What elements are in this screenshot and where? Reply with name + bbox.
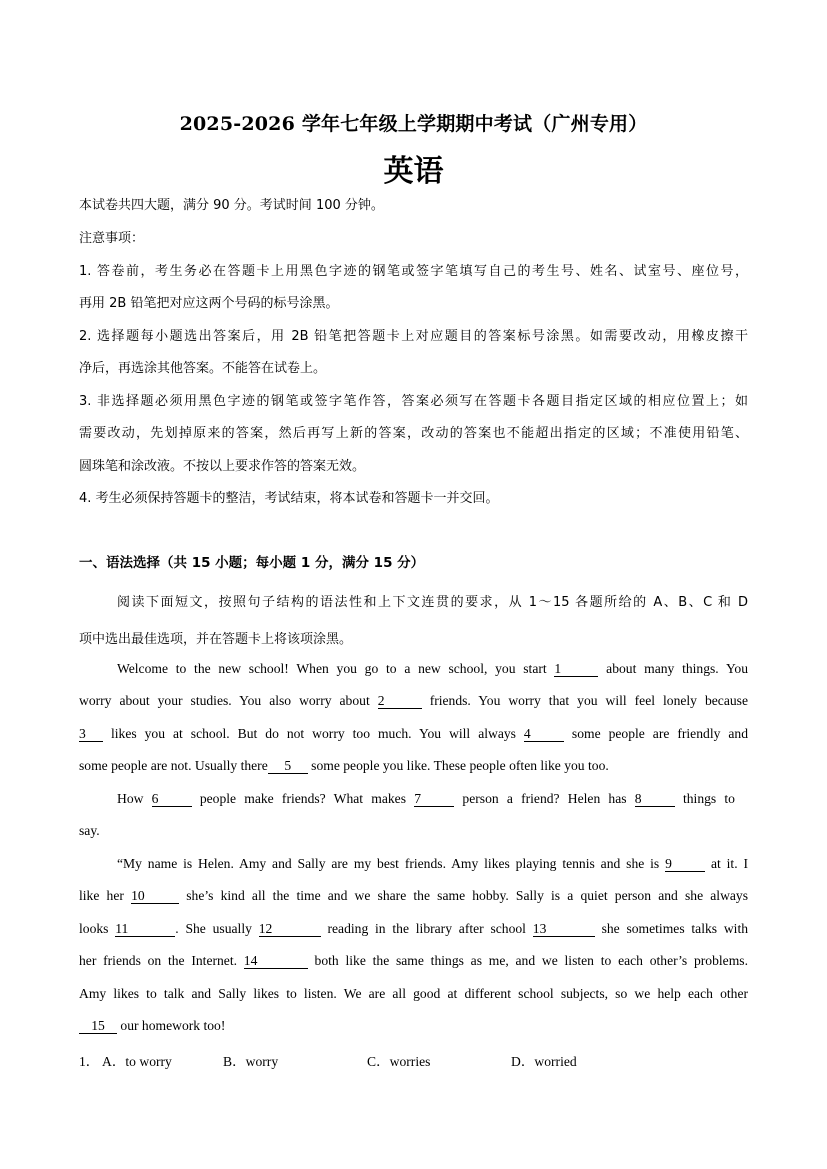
passage-line: some people are not. Usually there 5 some people you like. These people often like you too. [79,758,609,773]
blank-11: 11 [115,921,175,937]
passage-line: say. [79,823,100,838]
option-c[interactable]: C．worries [367,1054,431,1069]
note-3-line-2: 需要改动，先划掉原来的答案，然后再写上新的答案，改动的答案也不能超出指定的区域；不准使用铅笔、 [79,426,748,441]
instructions-line-2: 项中选出最佳选项，并在答题卡上将该项涂黑。 [79,632,353,647]
blank-5: 5 [268,758,308,774]
blank-9: 9 [665,856,705,872]
note-3-line-1: 3. 非选择题必须用黑色字迹的钢笔或签字笔作答，答案必须写在答题卡各题目指定区域的相应位置上；如 [79,394,748,409]
blank-1: 1 [554,661,598,677]
passage-line: 3 likes you at school. But do not worry too much. You will always 4 some people are friendly and [79,726,748,741]
note-2-line-1: 2. 选择题每小题选出答案后，用 2B 铅笔把答题卡上对应题目的答案标号涂黑。如需要改动，用橡皮擦干 [79,329,748,344]
passage-line: her friends on the Internet. 14 both like the same things as me, and we listen to each other’s problems. [79,953,748,968]
passage-line: like her 10 she’s kind all the time and we share the same hobby. Sally is a quiet person and she always [79,888,749,903]
passage-line: looks 11 . She usually 12 reading in the library after school 13 she sometimes talks with [79,921,749,936]
section-heading: 一、语法选择（共 15 小题；每小题 1 分，满分 15 分） [79,555,425,571]
option-b[interactable]: B．worry [223,1054,279,1069]
blank-3: 3 [79,726,103,742]
blank-13: 13 [533,921,595,937]
blank-2: 2 [378,693,422,709]
blank-12: 12 [259,921,321,937]
blank-14: 14 [244,953,308,969]
exam-title: 2025-2026 学年七年级上学期期中考试（广州专用） [179,113,648,135]
note-1-line-2: 再用 2B 铅笔把对应这两个号码的标号涂黑。 [79,296,339,311]
passage-line: 15 our homework too! [79,1018,748,1034]
note-1-line-1: 1. 答卷前，考生务必在答题卡上用黑色字迹的钢笔或签字笔填写自己的考生号、姓名、试室号、座位号， [79,264,748,279]
passage-line: How 6 people make friends? What makes 7 person a friend? Helen has 8 things to [117,791,735,806]
question-1-number: 1． [79,1054,100,1069]
blank-7: 7 [414,791,454,807]
option-a[interactable]: A．to worry [102,1054,172,1069]
instructions-line-1: 阅读下面短文，按照句子结构的语法性和上下文连贯的要求，从 1～15 各题所给的 A、B、C 和 D [117,595,748,610]
passage-line: Welcome to the new school! When you go to a new school, you start 1 about many things. You [117,661,748,676]
passage-line: “My name is Helen. Amy and Sally are my best friends. Amy likes playing tennis and she is 9 at it. I [117,856,748,871]
note-4-line-1: 4. 考生必须保持答题卡的整洁，考试结束，将本试卷和答题卡一并交回。 [79,491,499,506]
blank-4: 4 [524,726,564,742]
exam-summary: 本试卷共四大题，满分 90 分。考试时间 100 分钟。 [79,198,384,213]
blank-8: 8 [635,791,675,807]
blank-15: 15 [79,1018,117,1034]
option-d[interactable]: D．worried [511,1054,577,1069]
note-3-line-3: 圆珠笔和涂改液。不按以上要求作答的答案无效。 [79,459,366,474]
notes-heading: 注意事项： [79,231,145,246]
passage-line: Amy likes to talk and Sally likes to listen. We are all good at different school subjects, so we help each other [79,986,748,1001]
subject-title: 英语 [383,154,444,189]
blank-10: 10 [131,888,179,904]
blank-6: 6 [152,791,192,807]
passage-line: worry about your studies. You also worry about 2 friends. You worry that you will feel lonely because [79,693,748,708]
note-2-line-2: 净后，再选涂其他答案。不能答在试卷上。 [79,361,327,376]
